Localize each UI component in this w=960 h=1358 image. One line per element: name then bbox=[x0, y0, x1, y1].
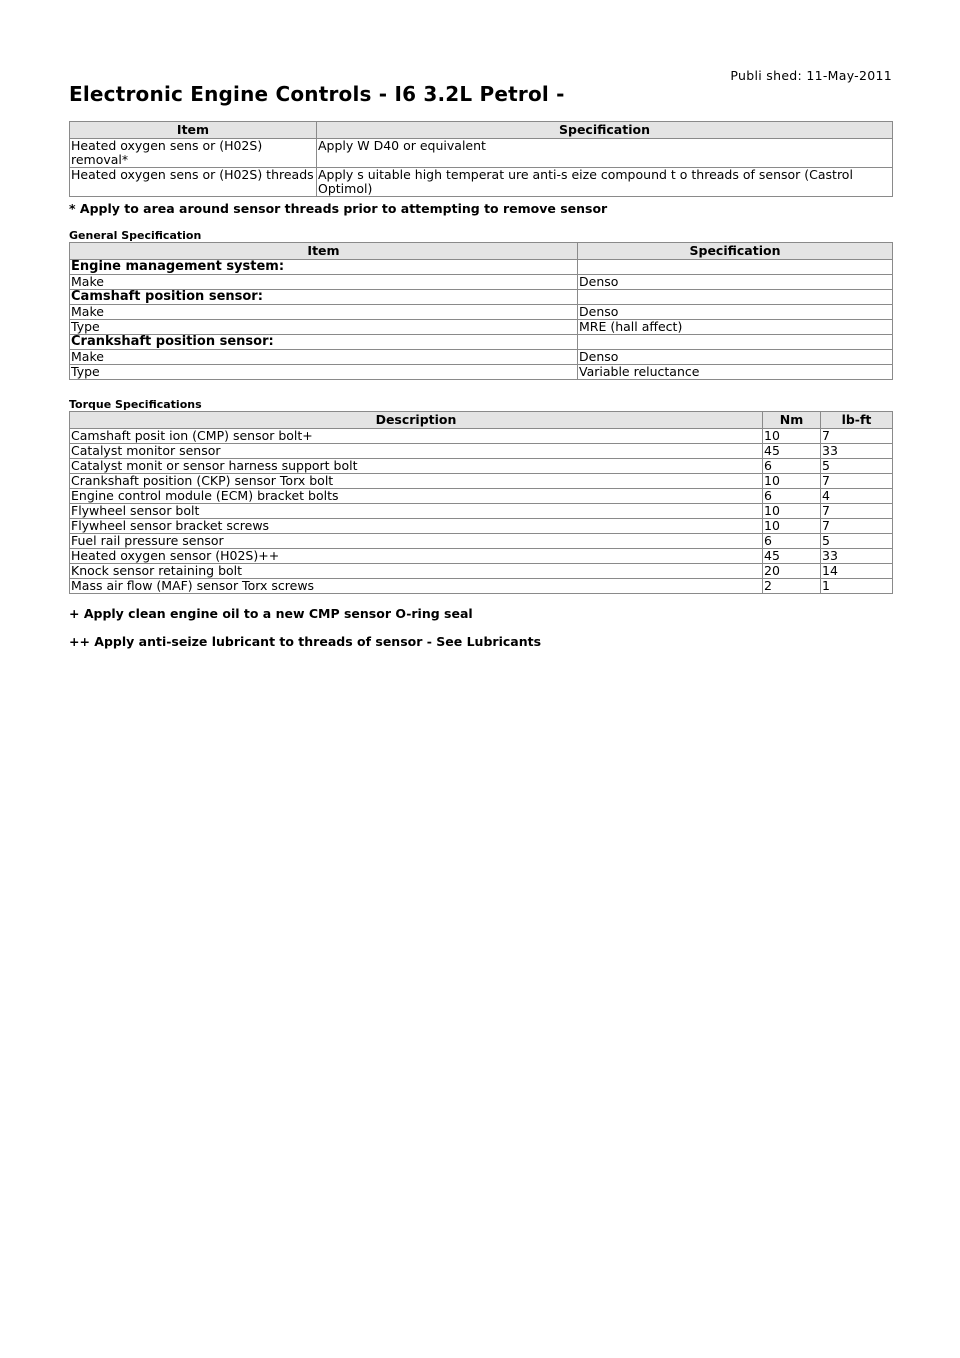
table-row bbox=[70, 504, 893, 519]
column-header-item: Item bbox=[70, 122, 317, 139]
lbft-cell: 33 bbox=[821, 549, 893, 564]
nm-cell: 45 bbox=[763, 549, 821, 564]
item-cell: Heated oxygen sens or (H02S) threads bbox=[70, 168, 317, 197]
table-row bbox=[70, 489, 893, 504]
item-cell: Make bbox=[70, 350, 578, 365]
section-row bbox=[70, 335, 893, 350]
nm-cell: 2 bbox=[763, 579, 821, 594]
table-header-row bbox=[70, 122, 893, 139]
nm-cell: 10 bbox=[763, 504, 821, 519]
table-header-row bbox=[70, 412, 893, 429]
lbft-cell: 7 bbox=[821, 519, 893, 534]
specification-cell: Denso bbox=[578, 305, 893, 320]
lubricants-note: * Apply to area around sensor threads prior to attempting to remove sensor bbox=[69, 201, 608, 216]
table-row bbox=[70, 579, 893, 594]
description-cell: Fuel rail pressure sensor bbox=[70, 534, 763, 549]
description-cell: Flywheel sensor bracket screws bbox=[70, 519, 763, 534]
torque-note-cmp: + Apply clean engine oil to a new CMP sensor O-ring seal bbox=[69, 606, 473, 621]
table-row bbox=[70, 564, 893, 579]
lbft-cell: 33 bbox=[821, 444, 893, 459]
specification-cell bbox=[578, 260, 893, 275]
table-row bbox=[70, 350, 893, 365]
general-specification-table bbox=[69, 242, 893, 380]
description-cell: Catalyst monitor sensor bbox=[70, 444, 763, 459]
lbft-cell: 4 bbox=[821, 489, 893, 504]
section-row bbox=[70, 260, 893, 275]
specification-cell: Variable reluctance bbox=[578, 365, 893, 380]
table-row bbox=[70, 365, 893, 380]
lbft-cell: 5 bbox=[821, 534, 893, 549]
nm-cell: 6 bbox=[763, 489, 821, 504]
lbft-cell: 7 bbox=[821, 429, 893, 444]
specification-cell bbox=[578, 335, 893, 350]
lbft-cell: 14 bbox=[821, 564, 893, 579]
item-cell: Make bbox=[70, 305, 578, 320]
table-row bbox=[70, 474, 893, 489]
lbft-cell: 7 bbox=[821, 504, 893, 519]
torque-note-antiseize: ++ Apply anti-seize lubricant to threads of sensor - See Lubricants bbox=[69, 634, 542, 649]
table-row bbox=[70, 429, 893, 444]
general-specification-caption: General Specification bbox=[69, 229, 202, 242]
specification-cell: MRE (hall affect) bbox=[578, 320, 893, 335]
torque-specifications-caption: Torque Specifications bbox=[69, 398, 202, 411]
table-row bbox=[70, 275, 893, 290]
description-cell: Heated oxygen sensor (H02S)++ bbox=[70, 549, 763, 564]
nm-cell: 6 bbox=[763, 459, 821, 474]
section-label: Crankshaft position sensor: bbox=[70, 335, 578, 350]
column-header-item: Item bbox=[70, 243, 578, 260]
column-header-specification: Specification bbox=[317, 122, 893, 139]
specification-cell: Denso bbox=[578, 275, 893, 290]
nm-cell: 10 bbox=[763, 519, 821, 534]
nm-cell: 10 bbox=[763, 429, 821, 444]
table-row bbox=[70, 320, 893, 335]
section-row bbox=[70, 290, 893, 305]
lubricants-table bbox=[69, 121, 893, 197]
page-title: Electronic Engine Controls - I6 3.2L Petrol - bbox=[69, 82, 565, 106]
table-row bbox=[70, 139, 893, 168]
lbft-cell: 1 bbox=[821, 579, 893, 594]
item-cell: Heated oxygen sens or (H02S) removal* bbox=[70, 139, 317, 168]
item-cell: Make bbox=[70, 275, 578, 290]
specification-cell: Apply W D40 or equivalent bbox=[317, 139, 893, 168]
table-row bbox=[70, 168, 893, 197]
table-row bbox=[70, 549, 893, 564]
lbft-cell: 5 bbox=[821, 459, 893, 474]
table-row bbox=[70, 459, 893, 474]
nm-cell: 6 bbox=[763, 534, 821, 549]
torque-specifications-table bbox=[69, 411, 893, 594]
nm-cell: 10 bbox=[763, 474, 821, 489]
item-cell: Type bbox=[70, 365, 578, 380]
published-date: Publi shed: 11-May-2011 bbox=[730, 68, 892, 83]
specification-cell: Apply s uitable high temperat ure anti-s eize compound t o threads of sensor (Castrol Optimol) bbox=[317, 168, 893, 197]
section-label: Engine management system: bbox=[70, 260, 578, 275]
nm-cell: 20 bbox=[763, 564, 821, 579]
torque-table-body bbox=[70, 429, 893, 594]
description-cell: Knock sensor retaining bolt bbox=[70, 564, 763, 579]
specification-cell: Denso bbox=[578, 350, 893, 365]
column-header-description: Description bbox=[70, 412, 763, 429]
table-row bbox=[70, 519, 893, 534]
table-row bbox=[70, 305, 893, 320]
description-cell: Camshaft posit ion (CMP) sensor bolt+ bbox=[70, 429, 763, 444]
description-cell: Engine control module (ECM) bracket bolts bbox=[70, 489, 763, 504]
nm-cell: 45 bbox=[763, 444, 821, 459]
column-header-nm: Nm bbox=[763, 412, 821, 429]
column-header-specification: Specification bbox=[578, 243, 893, 260]
description-cell: Mass air flow (MAF) sensor Torx screws bbox=[70, 579, 763, 594]
description-cell: Catalyst monit or sensor harness support bolt bbox=[70, 459, 763, 474]
table-row bbox=[70, 444, 893, 459]
specification-cell bbox=[578, 290, 893, 305]
section-label: Camshaft position sensor: bbox=[70, 290, 578, 305]
lbft-cell: 7 bbox=[821, 474, 893, 489]
description-cell: Flywheel sensor bolt bbox=[70, 504, 763, 519]
column-header-lbft: lb-ft bbox=[821, 412, 893, 429]
description-cell: Crankshaft position (CKP) sensor Torx bolt bbox=[70, 474, 763, 489]
table-row bbox=[70, 534, 893, 549]
table-header-row bbox=[70, 243, 893, 260]
item-cell: Type bbox=[70, 320, 578, 335]
